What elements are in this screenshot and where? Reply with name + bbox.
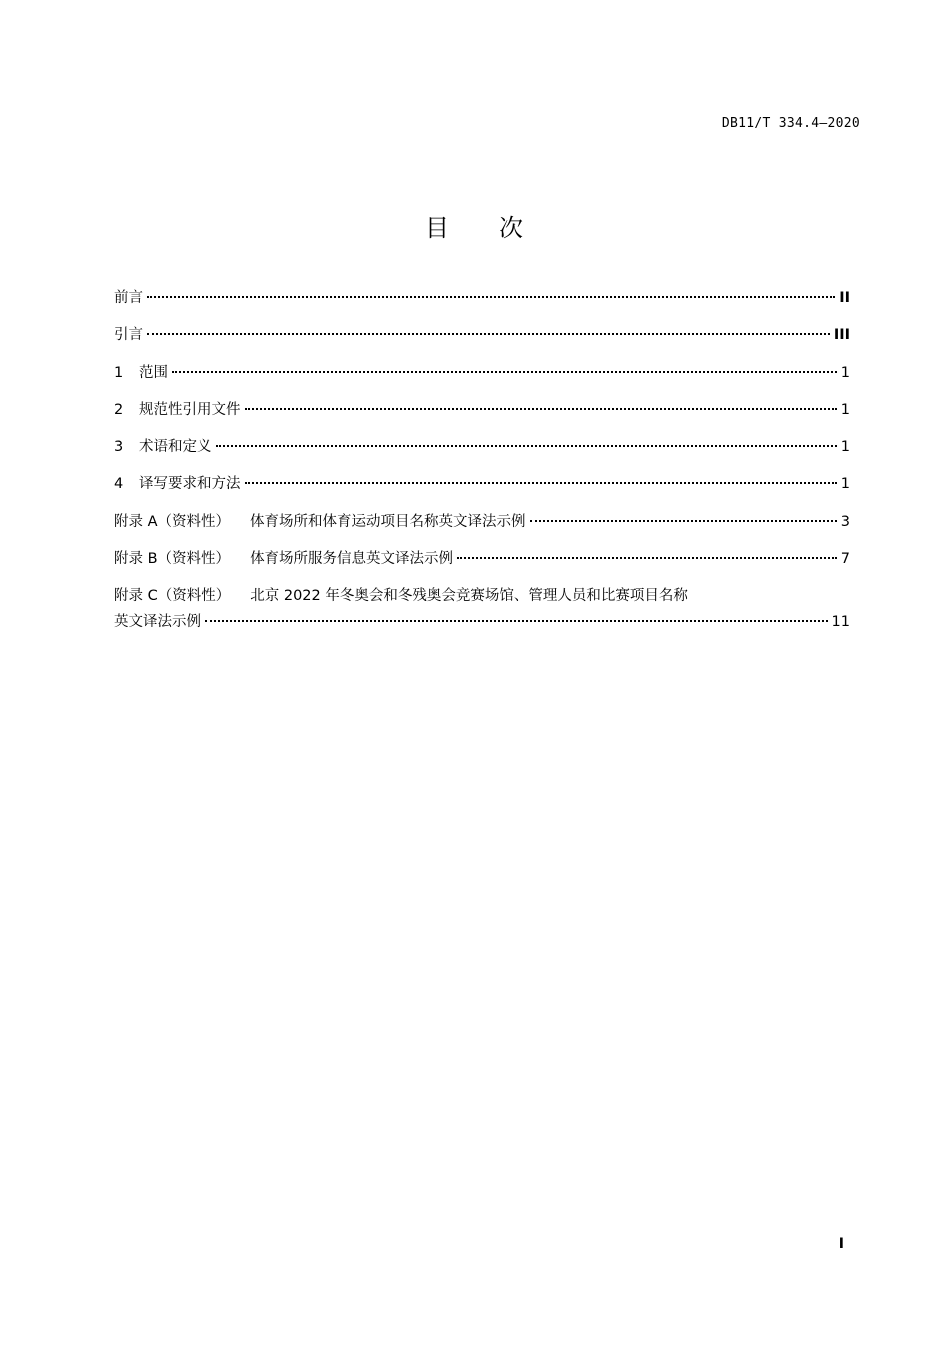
toc-entry-prefix: 附录 B（资料性） xyxy=(114,551,231,568)
dot-leader xyxy=(245,408,837,410)
dot-leader xyxy=(457,557,837,559)
toc-entry-page: III xyxy=(833,327,850,344)
toc-entry-page: 11 xyxy=(831,614,850,631)
toc-entry-introduction[interactable] xyxy=(114,325,850,362)
dot-leader xyxy=(245,482,837,484)
toc-entry-number: 1 xyxy=(114,364,124,381)
toc-entry-label: 体育场所服务信息英文译法示例 xyxy=(250,551,454,568)
toc-entry-number: 3 xyxy=(114,439,124,456)
dot-leader xyxy=(147,296,835,298)
toc-entry-label: 译写要求和方法 xyxy=(139,476,241,493)
toc-title-char-1: 目 xyxy=(425,214,451,242)
toc-entry-label: 规范性引用文件 xyxy=(139,401,241,418)
toc-entry-appendix-c[interactable] xyxy=(114,586,850,632)
toc-entry-page: 3 xyxy=(840,513,850,530)
toc-entry-label: 体育场所和体育运动项目名称英文译法示例 xyxy=(250,513,526,530)
toc-entry-number: 2 xyxy=(114,401,124,418)
toc-entry-label: 术语和定义 xyxy=(139,439,212,456)
toc-entry-label: 引言 xyxy=(114,327,143,344)
dot-leader xyxy=(147,333,830,335)
dot-leader xyxy=(530,520,837,522)
page-number: I xyxy=(838,1236,844,1252)
toc-title-char-2: 次 xyxy=(499,214,525,242)
toc-entry-translation-requirements[interactable] xyxy=(114,474,850,511)
toc-entry-prefix: 附录 A（资料性） xyxy=(114,513,231,530)
toc-entry-page: 1 xyxy=(840,364,850,381)
toc-entry-page: 1 xyxy=(840,476,850,493)
toc-entry-label: 前言 xyxy=(114,290,143,306)
document-code: DB11/T 334.4—2020 xyxy=(721,116,860,131)
toc-entry-appendix-b[interactable] xyxy=(114,549,850,586)
toc-entry-page: 1 xyxy=(840,401,850,418)
toc-title xyxy=(0,208,950,243)
table-of-contents xyxy=(114,288,850,632)
dot-leader xyxy=(205,620,828,622)
toc-entry-normative-references[interactable] xyxy=(114,400,850,437)
toc-entry-label: 范围 xyxy=(139,364,168,381)
toc-entry-page: 7 xyxy=(840,551,850,568)
dot-leader xyxy=(172,371,837,373)
toc-entry-foreword[interactable] xyxy=(114,288,850,325)
dot-leader xyxy=(216,445,837,447)
toc-entry-page: II xyxy=(839,290,850,306)
toc-entry-page: 1 xyxy=(840,439,850,456)
toc-entry-prefix: 附录 C（资料性） xyxy=(114,588,231,605)
toc-entry-label-continued: 英文译法示例 xyxy=(114,614,201,631)
toc-entry-label: 北京 2022 年冬奥会和冬残奥会竞赛场馆、管理人员和比赛项目名称 xyxy=(250,588,688,605)
toc-entry-number: 4 xyxy=(114,476,124,493)
toc-entry-scope[interactable] xyxy=(114,363,850,400)
toc-entry-terms-definitions[interactable] xyxy=(114,437,850,474)
toc-entry-appendix-a[interactable] xyxy=(114,512,850,549)
